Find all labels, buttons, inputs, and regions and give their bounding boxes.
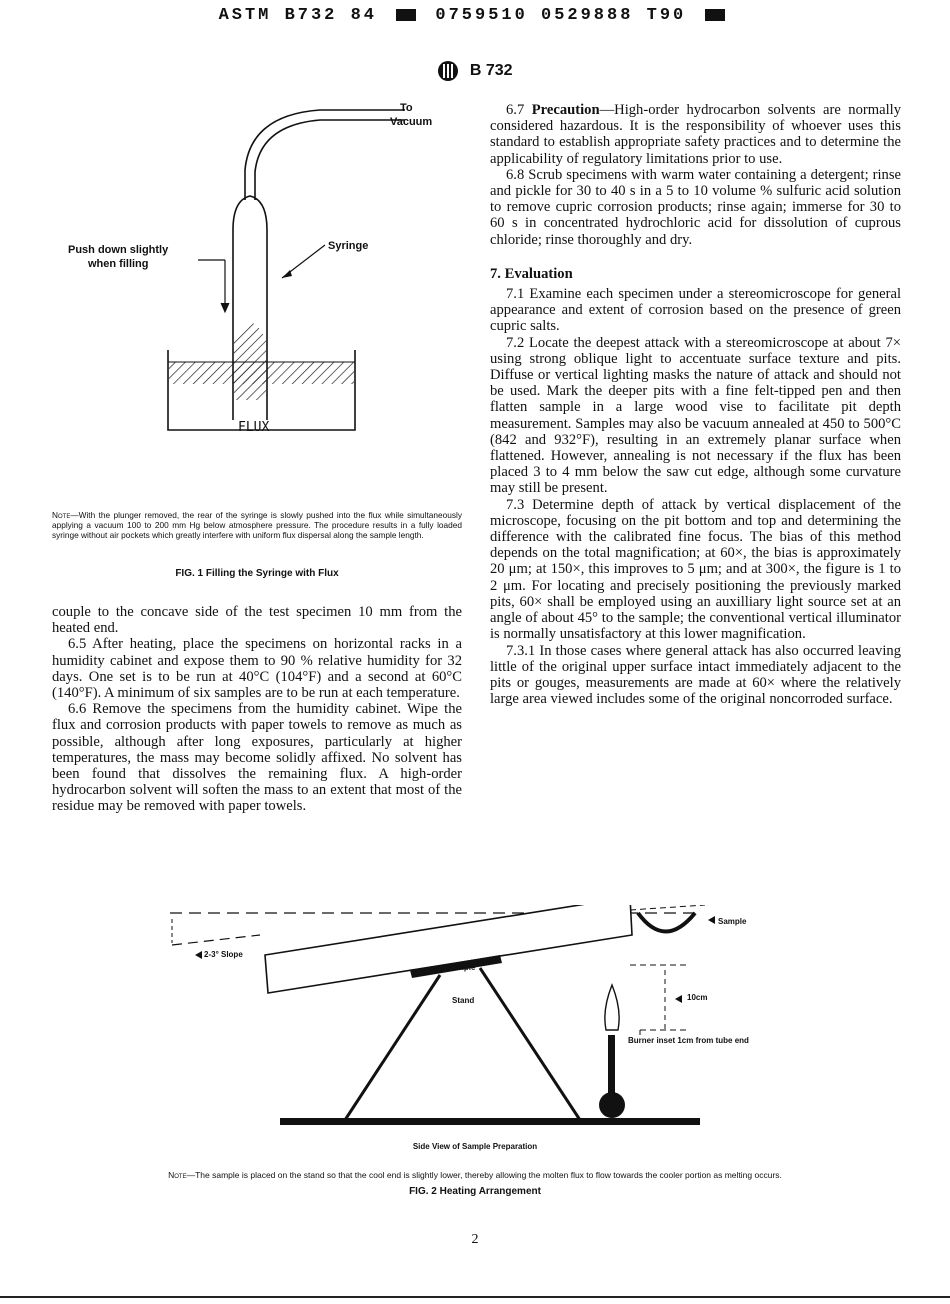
section-title-evaluation: 7. Evaluation (490, 265, 573, 282)
paragraph-7-1: 7.1 Examine each specimen under a stereomicroscope for general appearance and extent of corrosion based on the presence of green cupric salts. (490, 286, 901, 335)
precaution-heading: Precaution (531, 102, 600, 118)
note-prefix: Note (52, 510, 71, 520)
label-push-down: Push down slightly (68, 244, 169, 256)
standard-logo-row (0, 60, 950, 82)
label-syringe: Syringe (328, 240, 369, 252)
label-flux: FLUX (238, 420, 270, 435)
label-side-view: Side View of Sample Preparation (412, 1142, 538, 1151)
right-column (490, 102, 901, 707)
document-header (0, 6, 950, 25)
paragraph-6-7 (490, 102, 901, 167)
figure-2-drawing (160, 905, 800, 1145)
standard-designation: B 732 (469, 62, 513, 80)
left-column (52, 604, 462, 815)
figure-1-drawing (150, 100, 480, 440)
note-prefix: Note (168, 1170, 187, 1180)
figure-2-note (50, 1170, 900, 1180)
label-vacuum: Vacuum (390, 116, 433, 128)
note-text: —The sample is placed on the stand so that the cool end is slightly lower, thereby allowing the molten flux to flow towards the cooler portion as melting occurs. (186, 1170, 782, 1180)
label-stand: Stand (452, 996, 475, 1005)
paragraph: couple to the concave side of the test specimen 10 mm from the heated end. (52, 604, 462, 637)
label-distance: 10cm (687, 993, 708, 1002)
label-sample-right: Sample (718, 917, 747, 926)
paragraph-7-3: 7.3 Determine depth of attack by vertical displacement of the microscope, focusing on the pit bottom and top and determining the difference with the calibrated fine focus. The bias of this method depends on the total magnification; at 60×, the bias is approximately 20 μm; at 150×, this improves to 5 μm; and at 300×, the figure is 1 to 2 μm. For locating and precisely positioning the previously marked pits, 60× shall be employed using an auxilliary light source set at an angle of about 45° to the sample; the conventional vertical illuminator is normally unsatisfactory at this lower magnification. (490, 496, 901, 643)
label-sample: Sample (447, 963, 476, 972)
paragraph-6-5: 6.5 After heating, place the specimens on horizontal racks in a humidity cabinet and expose them to 90 % relative humidity for 32 days. One set is to be run at 40°C (104°F) and a second at 60°C (140°F). A minimum of six samples are to be run at each temperature. (52, 636, 462, 702)
header-designation: ASTM B732 84 (218, 6, 377, 25)
astm-logo-icon (437, 60, 459, 82)
note-text: —With the plunger removed, the rear of the syringe is slowly pushed into the flux while simultaneously applying a vacuum 100 to 200 mm Hg below atmosphere pressure. The procedure results in a fully loaded syringe without air pockets which greatly interfere with uniform flux dispersal along the sample length. (52, 510, 462, 540)
label-slope: 2-3° Slope (204, 950, 243, 959)
page-number: 2 (471, 1232, 479, 1247)
label-burner: Burner inset 1cm from tube end (628, 1036, 749, 1045)
header-code-suffix: T90 (646, 6, 687, 25)
bottom-rule (0, 1296, 950, 1298)
header-code: 0759510 0529888 (435, 6, 634, 25)
figure-1-caption: FIG. 1 Filling the Syringe with Flux (175, 568, 339, 579)
paragraph-number: 6.7 (506, 102, 525, 118)
paragraph-6-6: 6.6 Remove the specimens from the humidity cabinet. Wipe the flux and corrosion products with paper towels to remove as much as possible, although after long exposures, particularly at higher temperatures, the mass may become solidly affixed. No solvent has been found that dissolves the remaining flux. A high-order hydrocarbon solvent will soften the mass to an extent that most of the residue may be removed with paper towels. (52, 701, 462, 815)
header-bar-mark (396, 9, 416, 21)
paragraph-7-3-1: 7.3.1 In those cases where general attack has also occurred leaving little of the original upper surface intact immediately adjacent to the pits or gouges, measurements are made at 60× where the relatively large area viewed includes some of the original noncorroded surface. (490, 642, 901, 708)
figure-1-note (52, 510, 462, 540)
label-to: To (400, 102, 413, 114)
figure-2-caption: FIG. 2 Heating Arrangement (409, 1186, 541, 1197)
label-when-filling: when filling (88, 258, 149, 270)
paragraph-6-8: 6.8 Scrub specimens with warm water containing a detergent; rinse and pickle for 30 to 40 s in a 5 to 10 volume % sulfuric acid solution to remove cupric corrosion products; rinse again; immerse for 30 to 60 s in concentrated hydrochloric acid for dissolution of cuprous chloride; rinse thoroughly and dry. (490, 166, 901, 248)
header-bar-mark-end (705, 9, 725, 21)
precaution-text: —High-order hydrocarbon solvents are normally considered hazardous. It is the responsibility of whoever uses this standard to establish appropriate safety practices and to determine the applicability of regulatory limitations prior to use. (490, 102, 901, 167)
paragraph-7-2: 7.2 Locate the deepest attack with a stereomicroscope at about 7× using strong oblique light to accentuate surface texture and pits. Diffuse or vertical lighting masks the nature of attack and should not be used. Mark the deeper pits with a fine felt-tipped pen and then flatten sample in a large wood vise to facilitate pit depth measurement. Samples may also be vacuum annealed at 450 to 500°C (842 and 932°F), resulting in an extremely planar surface when flattened. However, annealing is not necessary if the flux has been placed 3 to 4 mm below the saw cut edge, although some curvature may still be present. (490, 334, 901, 497)
